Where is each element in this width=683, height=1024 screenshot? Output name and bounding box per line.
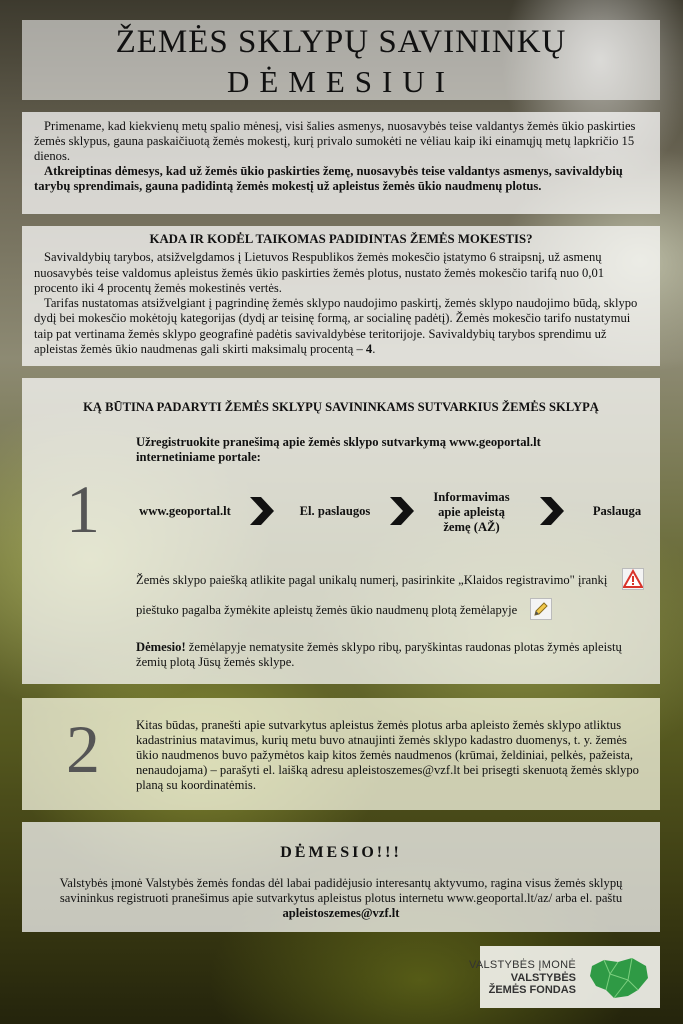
step-2-panel: [22, 698, 660, 810]
attention-panel: [22, 822, 660, 932]
notice-label: Dėmesio!: [136, 640, 186, 654]
warning-triangle-icon: [622, 568, 644, 590]
flow-step-el-paslaugos: El. paslaugos: [299, 504, 371, 518]
attention-text-body: Valstybės įmonė Valstybės žemės fondas dėl labai padidėjusio interesantų aktyvumo, ragina visus žemės sklypų savininkus registruoti pranešimus apie sutvarkytus apleistus plotus internetu www.geoportal.lt/az/ arba el. paštu: [59, 876, 623, 905]
why-paragraph-2: [34, 296, 648, 357]
attention-text: [52, 876, 630, 921]
step-2-number: 2: [66, 711, 100, 787]
max-percent: 4: [365, 342, 373, 357]
why-paragraph-2-end: .: [372, 342, 376, 357]
logo-line-2: VALSTYBĖS: [510, 972, 576, 984]
why-paragraph-2-text: Tarifas nustatomas atsižvelgiant į pagrindinę žemės sklypo naudojimo paskirtį, žemės sklypo naudojimo būdą, sklypo dydį bei mokesčio mokėtojų kategorijas (dydį ar teisinę formą, ar socialinę padėtį). Žemės mokesčio tarifo nustatymui taip pat vertinama žemės sklypo geografinė padėtis savivaldybėse teritorijoje. Savivaldybių tarybos sprendimu už apleistas žemės ūkio naudmenas gali skirti maksimalų procentą –: [34, 296, 638, 357]
logo-line-3: ŽEMĖS FONDAS: [488, 984, 576, 996]
intro-notice: Atkreiptinas dėmesys, kad už žemės ūkio paskirties žemę, nuosavybės teise valdantys asmenys, savivaldybių tarybų sprendimais, gauna padidintą žemės mokestį už apleistus žemės ūkio naudmenų plotus.: [34, 164, 623, 193]
step-1-intro: Užregistruokite pranešimą apie žemės sklypo sutvarkymą www.geoportal.lt internetiniame portale:: [136, 435, 541, 464]
step-1-pencil-text: pieštuko pagalba žymėkite apleistų žemės ūkio naudmenų plotą žemėlapyje: [136, 603, 518, 617]
chevron-right-icon: [538, 497, 564, 525]
flow-step-informavimas: Informavimas apie apleistą žemę (AŽ): [433, 490, 510, 534]
step-1-search-text: Žemės sklypo paiešką atlikite pagal unikalų numerį, pasirinkite „Klaidos registravimo" įrankį: [136, 573, 608, 587]
intro-panel: [22, 112, 660, 214]
steps-panel: [22, 378, 660, 684]
chevron-right-icon: [248, 497, 274, 525]
title-panel: [22, 20, 660, 100]
why-panel: [22, 226, 660, 366]
logo-line-1: VALSTYBĖS ĮMONĖ: [469, 959, 576, 971]
vzf-logo: [469, 946, 660, 1008]
page-subtitle: DĖMESIUI: [226, 64, 456, 99]
chevron-right-icon: [388, 497, 414, 525]
contact-email[interactable]: apleistoszemes@vzf.lt: [282, 906, 400, 920]
flow-step-paslauga: Paslauga: [592, 504, 642, 518]
attention-heading: DĖMESIO!!!: [280, 844, 402, 861]
pencil-icon: [530, 598, 552, 620]
step-2-text: Kitas būdas, pranešti apie sutvarkytus apleistus žemės plotus arba apleisto žemės sklypo atliktus kadastrinius matavimus, kurių metu buvo atnaujinti žemės sklypo kadastro duomenys, t. y. žemės ūkio naudmenos buvo pažymėtos kaip kitos žemės naudmenos (krūmai, želdiniai, pelkės, pažeista, nenaudojama) – parašyti el. laišką adresu apleistoszemes@vzf.lt bei prisegti skenuotą žemės sklypo planą su koordinatėmis.: [136, 718, 639, 792]
step-1-number: 1: [66, 471, 100, 547]
why-heading: KADA IR KODĖL TAIKOMAS PADIDINTAS ŽEMĖS MOKESTIS?: [149, 232, 533, 246]
steps-heading: KĄ BŪTINA PADARYTI ŽEMĖS SKLYPŲ SAVININKAMS SUTVARKIUS ŽEMĖS SKLYPĄ: [83, 400, 599, 414]
flow-step-geoportal: www.geoportal.lt: [139, 504, 231, 518]
lithuania-map-logo: [588, 956, 650, 1000]
step-1-notice: [136, 640, 646, 670]
intro-paragraph: Primename, kad kiekvienų metų spalio mėnesį, visi šalies asmenys, nuosavybės teise valdantys žemės ūkio paskirties žemės sklypus, gauna paskaičiuotą žemės mokestį, kurį privalo sumokėti ne vėliau kaip iki einamųjų metų lapkričio 15 dienos.: [34, 119, 636, 163]
why-paragraph-1: Savivaldybių tarybos, atsižvelgdamos į Lietuvos Respublikos žemės mokesčio įstatymo 6 straipsnį, už asmenų nuosavybės teise valdomus apleistus žemės ūkio paskirties žemės plotus, nustato žemės mokesčio tarifą nuo 0,01 procento iki 4 procentų žemės mokestinės vertės.: [34, 250, 605, 295]
page-title: ŽEMĖS SKLYPŲ SAVININKŲ: [115, 24, 567, 60]
notice-text: žemėlapyje nematysite žemės sklypo ribų, paryškintas raudonas plotas žymės apleistų žemių plotą Jūsų žemės sklype.: [136, 640, 622, 669]
